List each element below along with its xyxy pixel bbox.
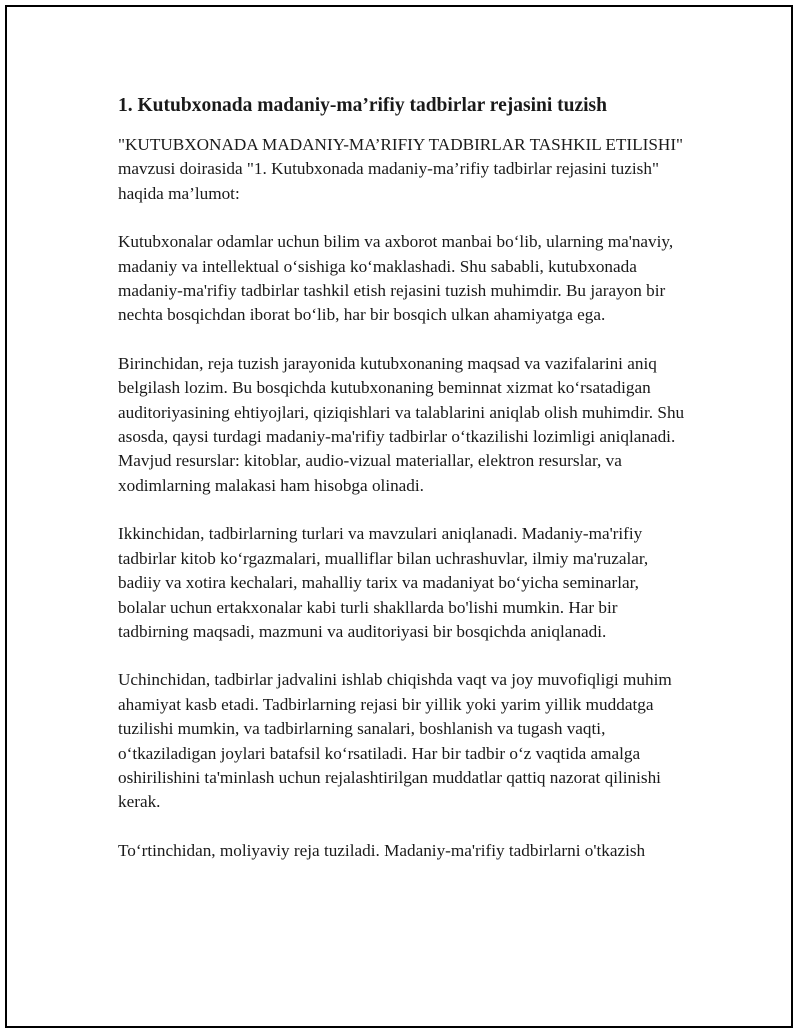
paragraph-intro: "KUTUBXONADA MADANIY-MA’RIFIY TADBIRLAR TASHKIL ETILISHI" mavzusi doirasida "1. Kutubxonada madaniy-ma’rifiy tadbirlar rejasini tuzish" haqida ma’lumot: (118, 135, 684, 203)
paragraph-first-step: Birinchidan, reja tuzish jarayonida kutubxonaning maqsad va vazifalarini aniq belgilash lozim. Bu bosqichda kutubxonaning beminnat xizmat ko‘rsatadigan auditoriyasining ehtiyojlari, qiziqishlari va talablarini aniqlab olish muhimdir. Shu asosda, qaysi turdagi madaniy-ma'rifiy tadbirlar o‘tkazilishi lozimligi aniqlanadi. Mavjud resurslar: kitoblar, audio-vizual materiallar, elektron resurslar, va xodimlarning malakasi ham hisobga olinadi. (118, 353, 685, 495)
paragraph-libraries: Kutubxonalar odamlar uchun bilim va axborot manbai bo‘lib, ularning ma'naviy, madaniy va intellektual o‘sishiga ko‘maklashadi. Shu sababli, kutubxonada madaniy-ma'rifiy tadbirlar tashkil etish rejasini tuzish muhimdir. Bu jarayon bir nechta bosqichdan iborat bo‘lib, har bir bosqich ulkan ahamiyatga ega. (118, 232, 674, 325)
paragraph-third-step: Uchinchidan, tadbirlar jadvalini ishlab chiqishda vaqt va joy muvofiqligi muhim ahamiyat kasb etadi. Tadbirlarning rejasi bir yillik yoki yarim yillik muddatga tuzilishi mumkin, va tadbirlarning sanalari, boshlanish va tugash vaqti, o‘tkaziladigan joylari batafsil ko‘rsatiladi. Har bir tadbir o‘z vaqtida amalga oshirilishini ta'minlash uchun rejalashtirilgan muddatlar qattiq nazorat qilinishi kerak. (118, 670, 672, 812)
paragraph-second-step: Ikkinchidan, tadbirlarning turlari va mavzulari aniqlanadi. Madaniy-ma'rifiy tadbirlar kitob ko‘rgazmalari, mualliflar bilan uchrashuvlar, ilmiy ma'ruzalar, badiiy va xotira kechalari, mahalliy tarix va madaniyat bo‘yicha seminarlar, bolalar uchun ertakxonalar kabi turli shakllarda bo'lishi mumkin. Har bir tadbirning maqsadi, mazmuni va auditoriyasi bir bosqichda aniqlanadi. (118, 524, 649, 641)
paragraph-fourth-step: To‘rtinchidan, moliyaviy reja tuziladi. Madaniy-ma'rifiy tadbirlarni o'tkazish (118, 840, 646, 860)
document-title: 1. Kutubxonada madaniy-ma’rifiy tadbirlar rejasini tuzish (118, 95, 607, 116)
document-body (118, 92, 688, 887)
